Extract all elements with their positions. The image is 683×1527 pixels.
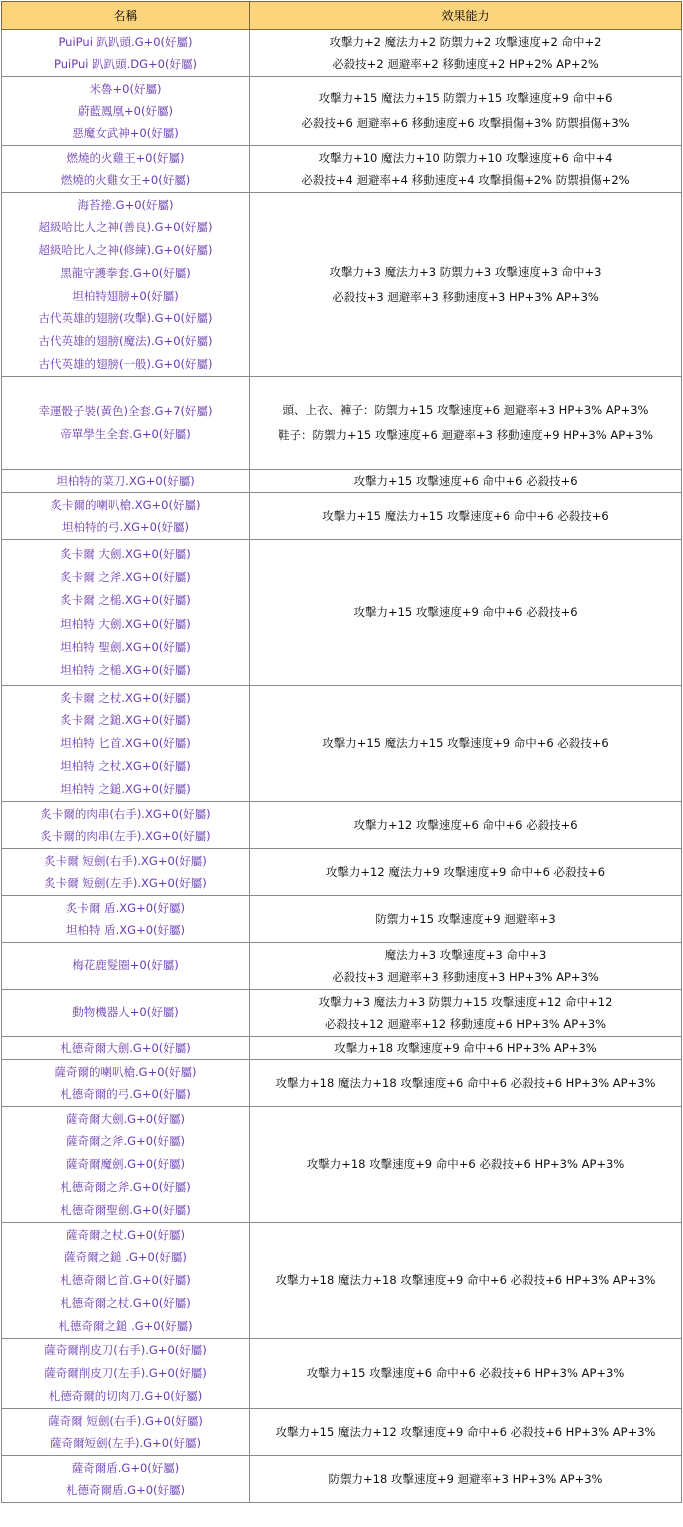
item-names-cell xyxy=(2,849,250,896)
table-header-row xyxy=(2,2,682,30)
effect-text: 必殺技+2 迴避率+2 移動速度+2 HP+2% AP+2% xyxy=(332,57,599,71)
effect-cell xyxy=(250,493,682,540)
item-name: 札德奇爾聖劍.G+0(好屬) xyxy=(60,1202,191,1217)
item-names-cell xyxy=(2,377,250,470)
item-name: 超級哈比人之神(善良).G+0(好屬) xyxy=(38,220,213,235)
item-names-cell xyxy=(2,1223,250,1339)
equipment-effects-table xyxy=(1,1,682,1503)
item-names-cell xyxy=(2,77,250,146)
effect-cell xyxy=(250,1409,682,1456)
item-name: 薩奇爾之鎚 .G+0(好屬) xyxy=(64,1250,187,1265)
table-row xyxy=(2,686,682,802)
effect-cell xyxy=(250,1339,682,1409)
effect-cell xyxy=(250,990,682,1037)
effect-text: 攻擊力+12 攻擊速度+6 命中+6 必殺技+6 xyxy=(353,817,578,832)
item-name: 坦柏特 匕首.XG+0(好屬) xyxy=(60,736,191,751)
item-name: 炙卡爾 之鎚.XG+0(好屬) xyxy=(60,713,191,728)
item-name: 薩奇爾之杖.G+0(好屬) xyxy=(66,1227,185,1242)
effect-cell xyxy=(250,802,682,849)
item-name: 薩奇爾短劍(左手).G+0(好屬) xyxy=(50,1436,201,1450)
item-names-cell xyxy=(2,1409,250,1456)
item-name: 坦柏特 大劍.XG+0(好屬) xyxy=(60,616,191,631)
item-names-cell xyxy=(2,802,250,849)
table-body xyxy=(2,30,682,1503)
table-row xyxy=(2,802,682,849)
item-name: 札德奇爾匕首.G+0(好屬) xyxy=(60,1273,191,1288)
effect-cell xyxy=(250,540,682,686)
item-name: 燃燒的火雞女王+0(好屬) xyxy=(60,173,191,187)
item-names-cell xyxy=(2,943,250,990)
item-name: 札德奇爾盾.G+0(好屬) xyxy=(66,1483,185,1497)
item-name: 黑龍守護拳套.G+0(好屬) xyxy=(60,265,191,280)
item-name: 海苔捲.G+0(好屬) xyxy=(77,197,174,212)
effect-text: 必殺技+3 迴避率+3 移動速度+3 HP+3% AP+3% xyxy=(332,970,599,984)
effect-text: 攻擊力+18 魔法力+18 攻擊速度+6 命中+6 必殺技+6 HP+3% AP+3% xyxy=(275,1075,656,1090)
table-row xyxy=(2,896,682,943)
item-names-cell xyxy=(2,990,250,1037)
item-name: 札德奇爾之鎚 .G+0(好屬) xyxy=(58,1318,193,1333)
effect-text: 攻擊力+15 攻擊速度+9 命中+6 必殺技+6 xyxy=(353,605,578,619)
effect-text: 攻擊力+10 魔法力+10 防禦力+10 攻擊速度+6 命中+4 xyxy=(318,150,613,165)
item-name: 薩奇爾的喇叭槍.G+0(好屬) xyxy=(54,1064,197,1079)
item-name: 炙卡爾 大劍.XG+0(好屬) xyxy=(60,546,191,561)
table-row xyxy=(2,943,682,990)
effect-text: 魔法力+3 攻擊速度+3 命中+3 xyxy=(384,947,547,962)
item-name: 札德奇爾之斧.G+0(好屬) xyxy=(60,1179,191,1194)
item-name: 薩奇爾之斧.G+0(好屬) xyxy=(66,1134,185,1149)
item-name: 坦柏特 之鎚.XG+0(好屬) xyxy=(60,781,191,796)
effect-text: 攻擊力+3 魔法力+3 防禦力+15 攻擊速度+12 命中+12 xyxy=(318,994,613,1009)
item-name: 古代英雄的翅膀(一般).G+0(好屬) xyxy=(38,356,213,371)
effect-text: 攻擊力+18 魔法力+18 攻擊速度+9 命中+6 必殺技+6 HP+3% AP+3% xyxy=(275,1273,656,1287)
item-name: 古代英雄的翅膀(攻擊).G+0(好屬) xyxy=(38,311,213,326)
item-names-cell xyxy=(2,686,250,802)
effect-text: 攻擊力+15 魔法力+12 攻擊速度+9 命中+6 必殺技+6 HP+3% AP+3% xyxy=(275,1424,656,1439)
effect-text: 攻擊力+15 攻擊速度+6 命中+6 必殺技+6 xyxy=(353,473,578,488)
item-name: 幸運骰子裝(黃色)全套.G+7(好屬) xyxy=(38,403,213,418)
table-row xyxy=(2,540,682,686)
item-names-cell xyxy=(2,896,250,943)
item-names-cell xyxy=(2,1107,250,1223)
effect-cell xyxy=(250,1223,682,1339)
item-name: 薩奇爾削皮刀(左手).G+0(好屬) xyxy=(44,1366,207,1381)
effect-text: 必殺技+12 迴避率+12 移動速度+6 HP+3% AP+3% xyxy=(324,1017,607,1031)
effect-cell xyxy=(250,1060,682,1107)
table-row xyxy=(2,1456,682,1503)
item-name: PuiPui 趴趴頭.DG+0(好屬) xyxy=(54,57,197,71)
item-name: 坦柏特 聖劍.XG+0(好屬) xyxy=(60,639,191,654)
table-row xyxy=(2,193,682,377)
table-row xyxy=(2,1037,682,1060)
item-name: 惡魔女武神+0(好屬) xyxy=(72,126,179,141)
table-row xyxy=(2,377,682,470)
item-names-cell xyxy=(2,1060,250,1107)
effect-cell xyxy=(250,849,682,896)
table-row xyxy=(2,849,682,896)
item-name: PuiPui 趴趴頭.G+0(好屬) xyxy=(58,34,193,49)
table-row xyxy=(2,470,682,493)
effect-cell xyxy=(250,470,682,493)
table-row xyxy=(2,146,682,193)
table-row xyxy=(2,493,682,540)
item-name: 札德奇爾大劍.G+0(好屬) xyxy=(60,1040,191,1055)
table-row xyxy=(2,990,682,1037)
item-names-cell xyxy=(2,193,250,377)
item-name: 薩奇爾削皮刀(右手).G+0(好屬) xyxy=(44,1343,207,1358)
item-name: 炙卡爾 短劍(左手).XG+0(好屬) xyxy=(44,876,207,890)
item-name: 炙卡爾 之斧.XG+0(好屬) xyxy=(60,570,191,585)
item-names-cell xyxy=(2,493,250,540)
item-name: 古代英雄的翅膀(魔法).G+0(好屬) xyxy=(38,334,213,348)
item-name: 札德奇爾的切肉刀.G+0(好屬) xyxy=(48,1388,203,1403)
effect-text: 鞋子：防禦力+15 攻擊速度+6 迴避率+3 移動速度+9 HP+3% AP+3% xyxy=(277,428,654,442)
item-name: 坦柏特的菜刀.XG+0(好屬) xyxy=(56,473,195,488)
effect-text: 必殺技+3 迴避率+3 移動速度+3 HP+3% AP+3% xyxy=(332,289,599,304)
item-name: 炙卡爾的肉串(左手).XG+0(好屬) xyxy=(40,829,211,843)
effect-text: 防禦力+18 攻擊速度+9 迴避率+3 HP+3% AP+3% xyxy=(328,1471,603,1486)
table-row xyxy=(2,1409,682,1456)
item-names-cell xyxy=(2,1339,250,1409)
effect-text: 必殺技+6 迴避率+6 移動速度+6 攻擊損傷+3% 防禦損傷+3% xyxy=(301,116,630,130)
table-row xyxy=(2,1339,682,1409)
effect-text: 攻擊力+15 攻擊速度+6 命中+6 必殺技+6 HP+3% AP+3% xyxy=(306,1366,625,1380)
item-name: 蔚藍鳳凰+0(好屬) xyxy=(78,103,173,118)
item-name: 帝單學生全套.G+0(好屬) xyxy=(60,427,191,441)
effect-text: 必殺技+4 迴避率+4 移動速度+4 攻擊損傷+2% 防禦損傷+2% xyxy=(301,173,630,187)
table-row xyxy=(2,1060,682,1107)
effect-text: 攻擊力+15 魔法力+15 攻擊速度+9 命中+6 必殺技+6 xyxy=(322,736,609,750)
effect-text: 攻擊力+2 魔法力+2 防禦力+2 攻擊速度+2 命中+2 xyxy=(329,34,602,49)
effect-text: 頭、上衣、褲子：防禦力+15 攻擊速度+6 迴避率+3 HP+3% AP+3% xyxy=(282,403,649,417)
item-name: 炙卡爾 之杖.XG+0(好屬) xyxy=(60,690,191,705)
item-name: 坦柏特翅膀+0(好屬) xyxy=(72,288,179,303)
item-name: 炙卡爾的肉串(右手).XG+0(好屬) xyxy=(40,806,211,821)
effect-text: 攻擊力+18 攻擊速度+9 命中+6 HP+3% AP+3% xyxy=(334,1040,597,1055)
table-row xyxy=(2,30,682,77)
effect-cell xyxy=(250,77,682,146)
item-names-cell xyxy=(2,30,250,77)
item-name: 米魯+0(好屬) xyxy=(89,81,162,96)
item-name: 炙卡爾 之槌.XG+0(好屬) xyxy=(60,593,191,608)
effect-cell xyxy=(250,193,682,377)
item-name: 動物機器人+0(好屬) xyxy=(72,1005,179,1020)
column-header-effect: 效果能力 xyxy=(250,2,682,30)
effect-text: 攻擊力+3 魔法力+3 防禦力+3 攻擊速度+3 命中+3 xyxy=(329,264,602,279)
effect-cell xyxy=(250,1037,682,1060)
item-name: 札德奇爾之杖.G+0(好屬) xyxy=(60,1295,191,1310)
item-name: 坦柏特 盾.XG+0(好屬) xyxy=(65,923,186,937)
item-name: 薩奇爾 短劍(右手).G+0(好屬) xyxy=(48,1413,203,1428)
effect-text: 防禦力+15 攻擊速度+9 迴避率+3 xyxy=(375,911,556,926)
item-name: 梅花鹿髮圈+0(好屬) xyxy=(72,958,179,973)
effect-cell xyxy=(250,1456,682,1503)
table-row xyxy=(2,77,682,146)
item-name: 坦柏特 之槌.XG+0(好屬) xyxy=(60,662,191,677)
item-name: 炙卡爾的喇叭槍.XG+0(好屬) xyxy=(50,497,201,512)
effect-cell xyxy=(250,30,682,77)
item-name: 薩奇爾盾.G+0(好屬) xyxy=(71,1460,180,1475)
effect-text: 攻擊力+18 攻擊速度+9 命中+6 必殺技+6 HP+3% AP+3% xyxy=(306,1157,625,1171)
effect-cell xyxy=(250,896,682,943)
effect-cell xyxy=(250,377,682,470)
effect-cell xyxy=(250,1107,682,1223)
effect-text: 攻擊力+12 魔法力+9 攻擊速度+9 命中+6 必殺技+6 xyxy=(325,864,606,879)
item-name: 坦柏特的弓.XG+0(好屬) xyxy=(62,520,189,534)
item-name: 札德奇爾的弓.G+0(好屬) xyxy=(60,1087,191,1101)
item-name: 超級哈比人之神(修練).G+0(好屬) xyxy=(38,243,213,257)
table-row xyxy=(2,1223,682,1339)
item-name: 坦柏特 之杖.XG+0(好屬) xyxy=(60,758,191,773)
column-header-name: 名稱 xyxy=(2,2,250,30)
effect-text: 攻擊力+15 魔法力+15 攻擊速度+6 命中+6 必殺技+6 xyxy=(322,508,609,523)
item-names-cell xyxy=(2,146,250,193)
table-row xyxy=(2,1107,682,1223)
item-name: 炙卡爾 短劍(右手).XG+0(好屬) xyxy=(44,853,207,868)
item-names-cell xyxy=(2,540,250,686)
item-names-cell xyxy=(2,1037,250,1060)
item-name: 燃燒的火雞王+0(好屬) xyxy=(66,150,185,165)
item-name: 薩奇爾魔劍.G+0(好屬) xyxy=(66,1157,185,1172)
item-names-cell xyxy=(2,470,250,493)
effect-cell xyxy=(250,686,682,802)
effect-cell xyxy=(250,943,682,990)
item-names-cell xyxy=(2,1456,250,1503)
item-name: 炙卡爾 盾.XG+0(好屬) xyxy=(65,900,186,915)
item-name: 薩奇爾大劍.G+0(好屬) xyxy=(66,1111,185,1126)
effect-cell xyxy=(250,146,682,193)
effect-text: 攻擊力+15 魔法力+15 防禦力+15 攻擊速度+9 命中+6 xyxy=(318,91,613,105)
